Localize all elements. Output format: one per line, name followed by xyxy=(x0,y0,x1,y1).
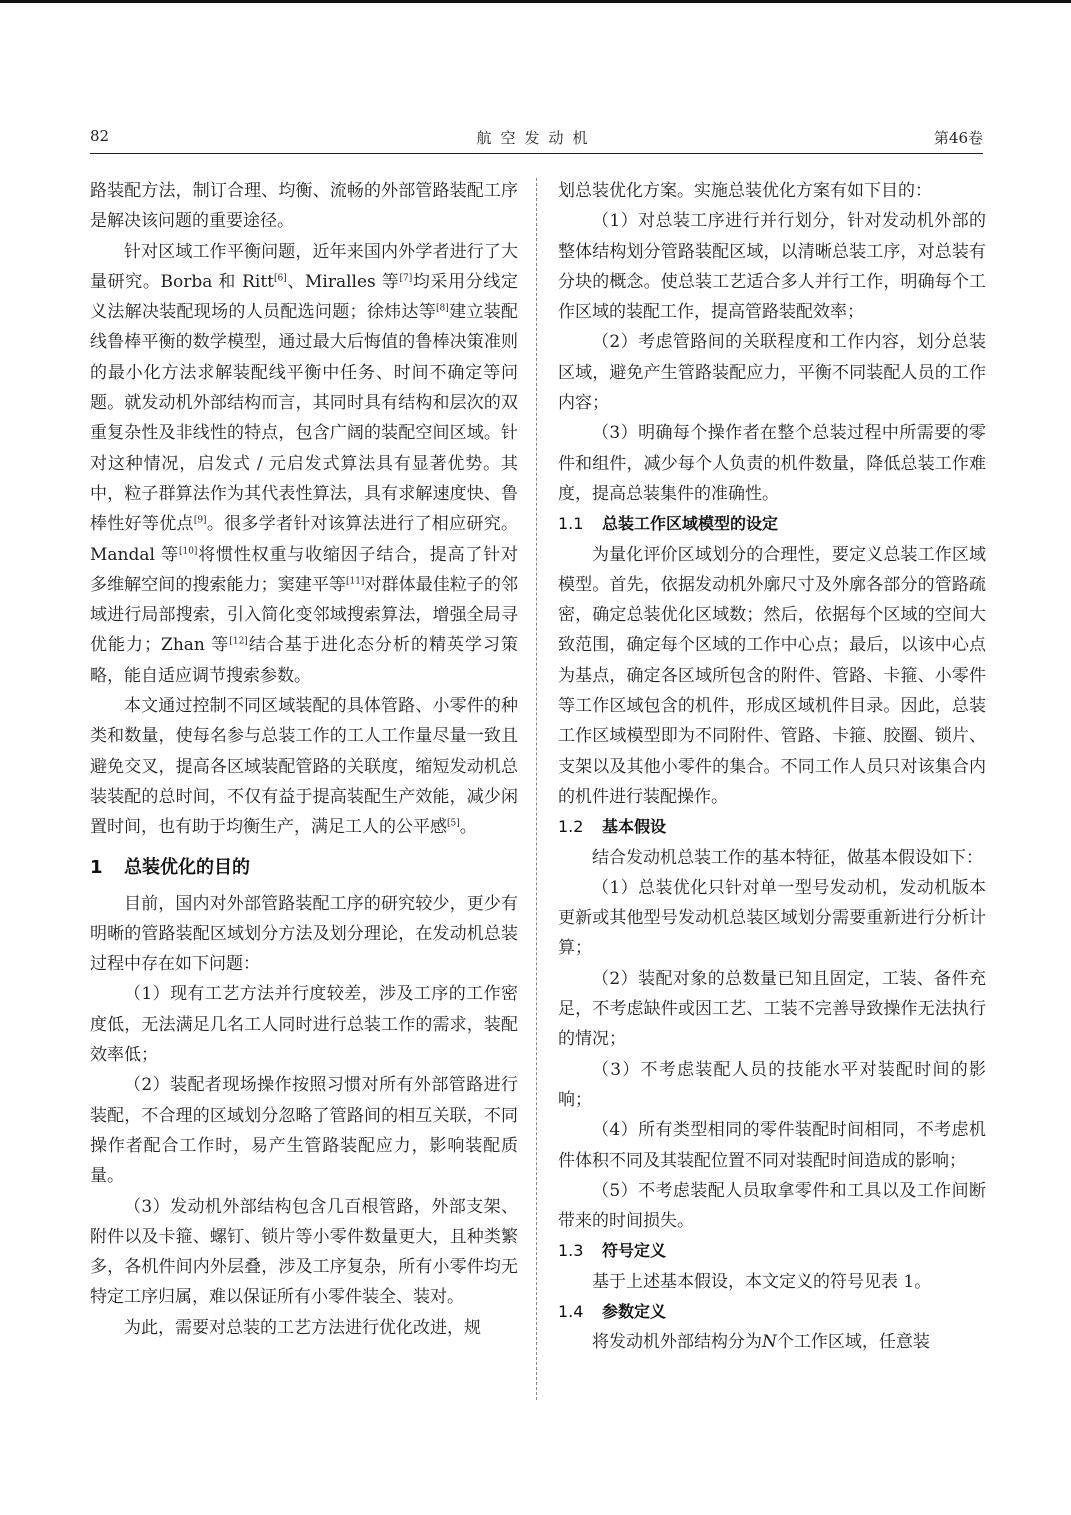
paragraph: 针对区域工作平衡问题，近年来国内外学者进行了大量研究。Borba 和 Ritt[6]、Miralles 等[7]均采用分线定义法解决装配现场的人员配选问题；徐炜达等[8]建立装配线鲁棒平衡的数学模型，通过最大后悔值的鲁棒决策准则的最小化方法求解装配线平衡中任务、时间不确定等问题。就发动机外部结构而言，其同时具有结构和层次的双重复杂性及非线性的特点，包含广阔的装配空间区域。针对这种情况，启发式 / 元启发式算法具有显著优势。其中，粒子群算法作为其代表性算法，具有求解速度快、鲁棒性好等优点[9]。很多学者针对该算法进行了相应研究。Mandal 等[10]将惯性权重与收缩因子结合，提高了针对多维解空间的搜索能力；窦建平等[11]对群体最佳粒子的邻域进行局部搜索，引入简化变邻域搜索算法，增强全局寻优能力；Zhan 等[12]结合基于进化态分析的精英学习策略，能自适应调节搜索参数。 xyxy=(90,241,519,686)
paragraph: 本文通过控制不同区域装配的具体管路、小零件的种类和数量，使每名参与总装工作的工人工作量尽量一致且避免交叉，提高各区域装配管路的关联度，缩短发动机总装装配的总时间，不仅有益于提高装配生产效能，减少闲置时间，也有助于均衡生产，满足工人的公平感[5]。 xyxy=(90,696,518,838)
page-number: 82 xyxy=(90,127,110,145)
column-divider xyxy=(536,178,537,1400)
running-header xyxy=(90,127,983,153)
subsection-title: 符号定义 xyxy=(602,1241,667,1261)
list-item: （5）不考虑装配人员取拿零件和工具以及工作间断带来的时间损失。 xyxy=(558,1180,986,1232)
paragraph: 划总装优化方案。实施总装优化方案有如下目的： xyxy=(558,181,932,201)
paragraph: 目前，国内对外部管路装配工序的研究较少，更少有明晰的管路装配区域划分方法及划分理论，在发动机总装过程中存在如下问题： xyxy=(90,893,518,975)
list-item: （4）所有类型相同的零件装配时间相同，不考虑机件体积不同及其装配位置不同对装配时间造成的影响； xyxy=(558,1120,986,1171)
subsection-title: 总装工作区域模型的设定 xyxy=(602,514,779,534)
left-column xyxy=(90,176,518,1343)
paragraph: 结合发动机总装工作的基本特征，做基本假设如下： xyxy=(592,847,983,868)
list-item: （2）考虑管路间的关联程度和工作内容，划分总装区域，避免产生管路装配应力，平衡不同装配人员的工作内容； xyxy=(558,332,986,414)
right-column xyxy=(558,176,986,1358)
subsection-number: 1.3 xyxy=(558,1241,584,1261)
paragraph: 基于上述基本假设，本文定义的符号见表 1。 xyxy=(592,1271,932,1292)
top-border-rule xyxy=(0,0,1071,3)
list-item: （1）总装优化只针对单一型号发动机，发动机版本更新或其他型号发动机总装区域划分需要重新进行分析计算； xyxy=(558,877,986,959)
subsection-heading xyxy=(558,1297,986,1327)
list-item: （3）发动机外部结构包含几百根管路，外部支架、附件以及卡箍、螺钉、锁片等小零件数量更大，且种类繁多，各机件间内外层叠，涉及工序复杂，所有小零件均无特定工序归属，难以保证所有小零件装全、装对。 xyxy=(90,1196,518,1308)
subsection-heading xyxy=(558,1236,986,1266)
subsection-title: 参数定义 xyxy=(602,1301,667,1321)
citation: [9] xyxy=(193,515,207,526)
subsection-number: 1.2 xyxy=(558,817,584,837)
subsection-number: 1.4 xyxy=(558,1301,584,1321)
citation: [8] xyxy=(436,303,449,314)
subsection-title: 基本假设 xyxy=(602,817,667,837)
subsection-number: 1.1 xyxy=(558,514,584,534)
subsection-heading xyxy=(558,812,986,842)
list-item: （3）不考虑装配人员的技能水平对装配时间的影响； xyxy=(558,1059,986,1110)
list-item: （2）装配对象的总数量已知且固定，工装、备件充足，不考虑缺件或因工艺、工装不完善导致操作无法执行的情况； xyxy=(558,968,986,1050)
journal-title: 航空发动机 xyxy=(476,129,597,147)
list-item: （1）对总装工序进行并行划分，针对发动机外部的整体结构划分管路装配区域，以清晰总装工序，对总装有分块的概念。使总装工艺适合多人并行工作，明确每个工作区域的装配工作，提高管路装配效率； xyxy=(558,211,986,323)
paragraph: 为量化评价区域划分的合理性，要定义总装工作区域模型。首先，依据发动机外廓尺寸及外廓各部分的管路疏密，确定总装优化区域数；然后，依据每个区域的空间大致范围，确定每个区域的工作中心点；最后，以该中心点为基点，确定各区域所包含的附件、管路、卡箍、小零件等工作区域包含的机件，形成区域机件目录。因此，总装工作区域模型即为不同附件、管路、卡箍、胶圈、锁片、支架以及其他小零件的集合。不同工作人员只对该集合内的机件进行装配操作。 xyxy=(558,544,986,807)
citation: [10] xyxy=(178,545,198,556)
paragraph: 为此，需要对总装的工艺方法进行优化改进，规 xyxy=(124,1317,481,1338)
citation: [7] xyxy=(399,273,413,284)
paragraph: 将发动机外部结构分为N个工作区域，任意装 xyxy=(592,1332,930,1353)
volume-label: 第46卷 xyxy=(933,129,983,147)
subsection-heading xyxy=(558,509,986,539)
list-item: （3）明确每个操作者在整个总装过程中所需要的零件和组件，减少每个人负责的机件数量，降低总装工作难度，提高总装集件的准确性。 xyxy=(558,423,986,504)
section-number: 1 xyxy=(90,856,103,878)
paragraph: 路装配方法，制订合理、均衡、流畅的外部管路装配工序是解决该问题的重要途径。 xyxy=(90,181,518,232)
citation: [5] xyxy=(447,818,460,829)
list-item: （1）现有工艺方法并行度较差，涉及工序的工作密度低，无法满足几名工人同时进行总装工作的需求，装配效率低； xyxy=(90,984,518,1066)
citation: [6] xyxy=(274,273,287,284)
citation: [11] xyxy=(345,576,365,587)
list-item: （2）装配者现场操作按照习惯对所有外部管路进行装配，不合理的区域划分忽略了管路间的相互关联，不同操作者配合工作时，易产生管路装配应力，影响装配质量。 xyxy=(90,1075,518,1187)
header-rule xyxy=(90,153,983,154)
section-heading xyxy=(90,853,518,883)
section-title: 总装优化的目的 xyxy=(124,856,250,878)
citation: [12] xyxy=(229,636,248,647)
variable-n: N xyxy=(762,1332,777,1353)
